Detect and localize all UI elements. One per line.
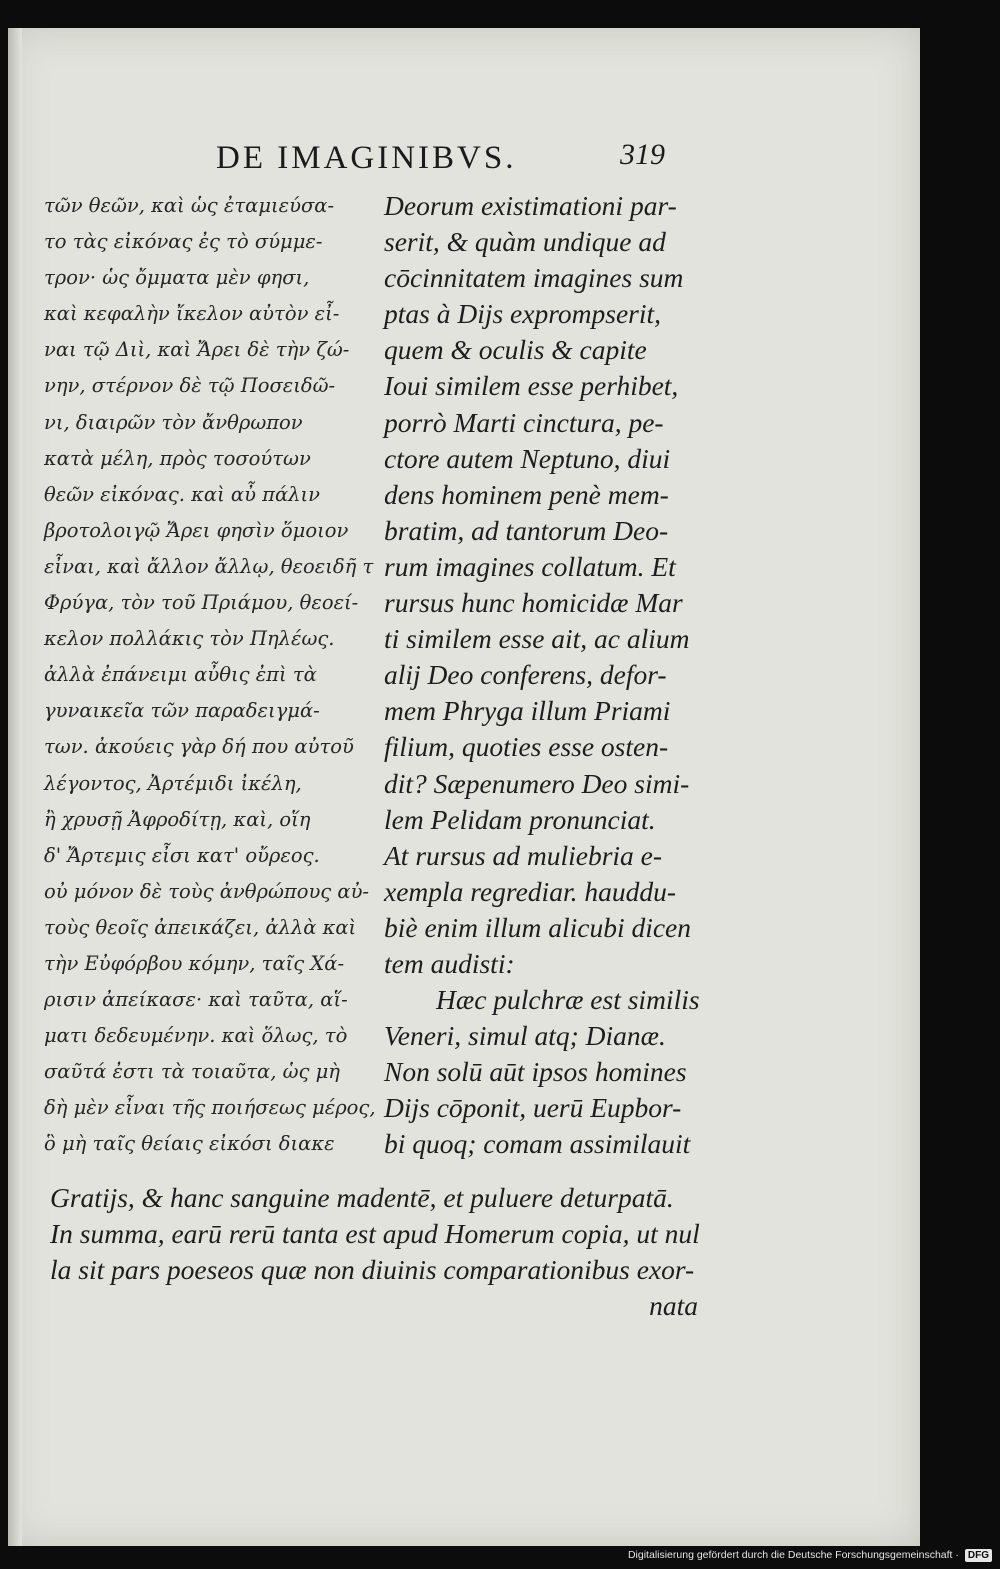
text-line: των. ἀκούεις γὰρ δή που αὐτοῦ bbox=[44, 735, 354, 759]
text-line: rum imagines collatum. Et bbox=[384, 550, 676, 582]
text-line: mem Phryga illum Priami bbox=[384, 695, 671, 727]
text-line: Gratijs, & hanc sanguine madentē, et puluere deturpatā. bbox=[50, 1182, 674, 1213]
text-line: biè enim illum alicubi dicen bbox=[384, 911, 692, 943]
latin-text-column bbox=[384, 188, 704, 1163]
text-line: rursus hunc homicidæ Mar bbox=[384, 587, 683, 619]
text-line: βροτολοιγῷ Ἄρει φησὶν ὅμοιον bbox=[44, 518, 349, 542]
text-line: νι, διαιρῶν τὸν ἄνθρωπον bbox=[44, 410, 303, 434]
text-line: οὐ μόνον δὲ τοὺς ἀνθρώπους αὐ- bbox=[44, 879, 370, 903]
page-number: 319 bbox=[620, 138, 665, 171]
text-line: Φρύγα, τὸν τοῦ Πριάμου, θεοεί- bbox=[44, 591, 359, 615]
text-line: ptas à Dijs exprompserit, bbox=[384, 298, 662, 330]
text-line: τρον· ὡς ὄμματα μὲν φησι, bbox=[44, 266, 310, 290]
text-line: κελον πολλάκις τὸν Πηλέως. bbox=[44, 627, 335, 651]
text-line: δ' Ἄρτεμις εἶσι κατ' οὔρεος. bbox=[44, 843, 320, 867]
text-line: ti similem esse ait, ac alium bbox=[384, 623, 690, 655]
text-line: σαῦτά ἐστι τὰ τοιαῦτα, ὡς μὴ bbox=[44, 1060, 340, 1084]
dfg-logo-icon: DFG bbox=[965, 1549, 992, 1562]
digitization-footer bbox=[628, 1547, 992, 1563]
text-line: porrò Marti cinctura, pe- bbox=[384, 406, 664, 438]
page-gutter bbox=[8, 28, 22, 1546]
text-line: ρισιν ἀπείκασε· καὶ ταῦτα, αἵ- bbox=[44, 988, 348, 1012]
catchword: nata bbox=[649, 1290, 698, 1322]
text-line: καὶ κεφαλὴν ἴκελον αὐτὸν εἶ- bbox=[44, 302, 340, 326]
text-line: lem Pelidam pronunciat. bbox=[384, 803, 656, 835]
text-line: τὴν Εὐφόρβου κόμην, ταῖς Χά- bbox=[44, 951, 345, 975]
text-line: Hæc pulchræ est similis bbox=[436, 984, 700, 1016]
text-line: dens hominem penè mem- bbox=[384, 478, 669, 510]
greek-text-column bbox=[44, 188, 382, 1163]
text-line: τοὺς θεοῖς ἀπεικάζει, ἀλλὰ καὶ bbox=[44, 915, 357, 939]
full-width-text bbox=[50, 1180, 710, 1324]
text-line: δὴ μὲν εἶναι τῆς ποιήσεως μέρος, bbox=[44, 1096, 376, 1120]
text-line: τῶν θεῶν, καὶ ὡς ἐταμιεύσα- bbox=[44, 194, 335, 217]
text-line: xempla regrediar. hauddu- bbox=[384, 875, 677, 907]
text-line: θεῶν εἰκόνας. καὶ αὖ πάλιν bbox=[44, 482, 320, 506]
text-line: ἀλλὰ ἐπάνειμι αὖθις ἐπὶ τὰ bbox=[44, 663, 317, 687]
text-line: νην, στέρνον δὲ τῷ Ποσειδῶ- bbox=[44, 374, 336, 398]
text-line: cōcinnitatem imagines sum bbox=[384, 262, 684, 294]
text-line: Non solū aūt ipsos homines bbox=[384, 1056, 687, 1088]
text-line: το τὰς εἰκόνας ἐς τὸ σύμμε- bbox=[44, 230, 323, 254]
text-line: γυναικεῖα τῶν παραδειγμά- bbox=[44, 699, 320, 723]
text-line: Deorum existimationi par- bbox=[384, 190, 677, 221]
text-line: filium, quoties esse osten- bbox=[384, 731, 669, 763]
text-line: κατὰ μέλη, πρὸς τοσούτων bbox=[44, 446, 311, 470]
text-line: ματι δεδευμένην. καὶ ὅλως, τὸ bbox=[44, 1024, 348, 1048]
text-line: At rursus ad muliebria e- bbox=[384, 839, 663, 871]
text-line: bratim, ad tantorum Deo- bbox=[384, 514, 669, 546]
text-line: serit, & quàm undique ad bbox=[384, 226, 666, 258]
running-title: DE IMAGINIBVS. bbox=[216, 140, 517, 176]
text-line: ctore autem Neptuno, diui bbox=[384, 442, 671, 474]
text-line: ἢ χρυσῇ Ἀφροδίτῃ, καὶ, οἵη bbox=[44, 807, 311, 831]
text-line: εἶναι, καὶ ἄλλον ἄλλῳ, θεοειδῆ τ bbox=[44, 554, 374, 578]
text-line: Ioui similem esse perhibet, bbox=[384, 370, 679, 402]
text-line: ὃ μὴ ταῖς θείαις εἰκόσι διακε bbox=[44, 1132, 335, 1156]
text-line: Veneri, simul atq; Dianæ. bbox=[384, 1020, 666, 1052]
text-line: bi quoq; comam assimilauit bbox=[384, 1128, 691, 1160]
text-line: alij Deo conferens, defor- bbox=[384, 659, 667, 691]
text-line: tem audisti: bbox=[384, 947, 515, 979]
text-line: ναι τῷ Διὶ, καὶ Ἄρει δὲ τὴν ζώ- bbox=[44, 338, 350, 362]
text-line: λέγοντος, Ἀρτέμιδι ἰκέλη, bbox=[44, 771, 302, 795]
text-line: la sit pars poeseos quæ non diuinis comparationibus exor- bbox=[50, 1254, 695, 1286]
book-page bbox=[8, 28, 920, 1546]
text-line: In summa, earū rerū tanta est apud Homerum copia, ut nul bbox=[50, 1218, 700, 1250]
text-line: quem & oculis & capite bbox=[384, 334, 647, 366]
footer-credit: Digitalisierung gefördert durch die Deutsche Forschungsgemeinschaft · bbox=[627, 1549, 959, 1561]
page-header bbox=[8, 128, 920, 178]
text-line: Dijs cōponit, uerū Eupbor- bbox=[384, 1092, 682, 1124]
text-line: dit? Sæpenumero Deo simi- bbox=[384, 767, 690, 799]
